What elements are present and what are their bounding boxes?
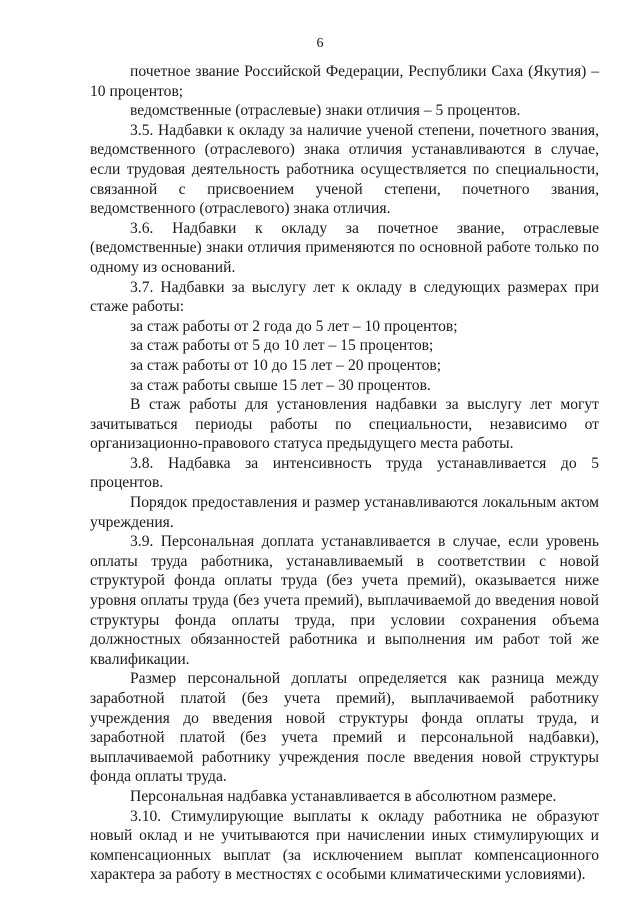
- paragraph-clause-3-8: 3.8. Надбавка за интенсивность труда устанавливается до 5 процентов.: [90, 454, 599, 492]
- paragraph-seniority-periods: В стаж работы для установления надбавки за выслугу лет могут зачитываться периоды работы по специальности, независимо от организационно-правового статуса предыдущего места работы.: [90, 396, 599, 453]
- paragraph-personal-allowance-absolute: Персональная надбавка устанавливается в абсолютном размере.: [130, 787, 557, 805]
- paragraph-clause-3-10: 3.10. Стимулирующие выплаты к окладу работника не образуют новый оклад и не учитываются при начислении иных стимулирующих и компенсационных выплат (за исключением выплат компенсационного характера за работу в местностях с особыми климатическими условиями).: [90, 807, 599, 884]
- paragraph-personal-supplement-size: Размер персональной доплаты определяется как разница между заработной платой (без учета премий), выплачиваемой работнику учреждения до введения новой структуры фонда оплаты труда, и заработной платой (без учета премий и персональной надбавки), выплачиваемой работнику учреждения после введения новой структуры фонда оплаты труда.: [90, 670, 599, 786]
- paragraph-departmental-insignia: ведомственные (отраслевые) знаки отличия – 5 процентов.: [130, 102, 521, 120]
- paragraph-honorary-title: почетное звание Российской Федерации, Республики Саха (Якутия) – 10 процентов;: [90, 63, 599, 100]
- page-number: 6: [316, 36, 324, 51]
- paragraph-clause-3-5: 3.5. Надбавки к окладу за наличие ученой степени, почетного звания, ведомственного (отраслевого) знака отличия устанавливаются в случае, если трудовая деятельность работника осуществляется по специальности, связанной с присвоением ученой степени, почетного звания, ведомственного (отраслевого) знака отличия.: [90, 121, 599, 218]
- list-item-seniority-2-5: за стаж работы от 2 года до 5 лет – 10 процентов;: [130, 317, 458, 335]
- paragraph-clause-3-6: 3.6. Надбавки к окладу за почетное звание, отраслевые (ведомственные) знаки отличия применяются по основной работе только по одному из оснований.: [90, 219, 599, 276]
- paragraph-procedure: Порядок предоставления и размер устанавливаются локальным актом учреждения.: [90, 494, 599, 531]
- paragraph-clause-3-9: 3.9. Персональная доплата устанавливается в случае, если уровень оплаты труда работника, устанавливаемый в соответствии с новой структурой фонда оплаты труда (без учета премий), оказывается ниже уровня оплаты труда (без учета премий), выплачиваемой до введения новой структуры фонда оплаты труда, при условии сохранения объема должностных обязанностей работника и выполнения им работ той же квалификации.: [90, 533, 599, 668]
- paragraph-clause-3-7: 3.7. Надбавки за выслугу лет к окладу в следующих размерах при стаже работы:: [90, 278, 599, 316]
- list-item-seniority-5-10: за стаж работы от 5 до 10 лет – 15 процентов;: [130, 337, 434, 355]
- document-body: [90, 62, 599, 885]
- list-item-seniority-10-15: за стаж работы от 10 до 15 лет – 20 процентов;: [130, 356, 442, 374]
- list-item-seniority-over-15: за стаж работы свыше 15 лет – 30 процентов.: [130, 376, 431, 394]
